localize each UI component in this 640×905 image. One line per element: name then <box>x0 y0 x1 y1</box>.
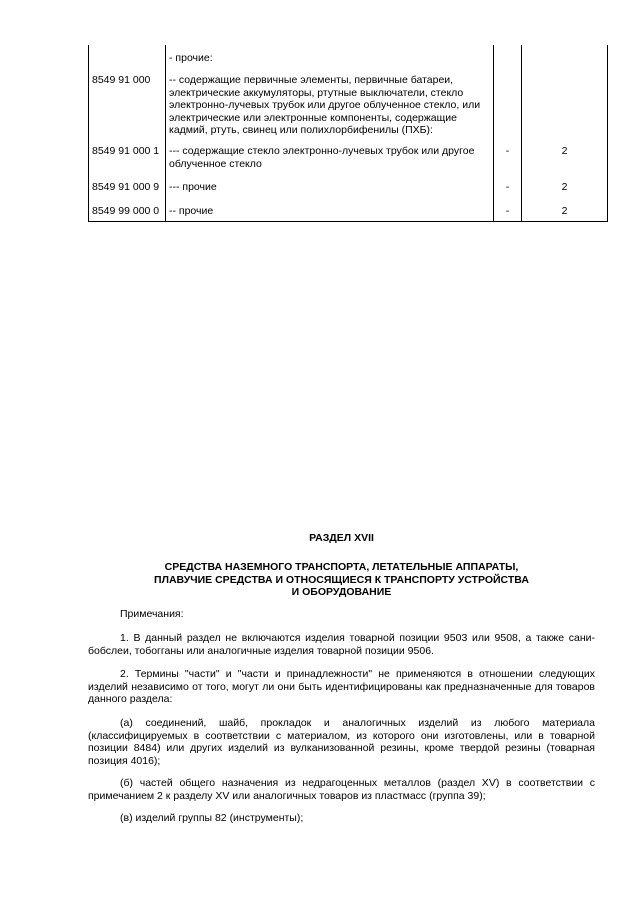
rate-cell <box>522 71 608 140</box>
note-item-a: (а) соединений, шайб, прокладок и аналогичных изделий из любого материала (классифицируемых в соответствии с материалом, из которого они изготовлены, или в товарной позиции 8484) или других изделий из вулканизованной резины, кроме твердой резины (товарная позиция 4016); <box>88 717 595 767</box>
tariff-table <box>88 45 608 222</box>
unit-cell <box>494 71 522 140</box>
note-1: 1. В данный раздел не включаются изделия товарной позиции 9503 или 9508, а также сани-бобслеи, тобогганы или аналогичные изделия товарной позиции 9506. <box>88 632 595 657</box>
code-cell: 8549 91 000 <box>92 74 151 86</box>
code-cell: 8549 91 000 1 <box>92 145 160 157</box>
section-subtitle-line: ПЛАВУЧИЕ СРЕДСТВА И ОТНОСЯЩИЕСЯ К ТРАНСПОРТУ УСТРОЙСТВА <box>154 573 529 586</box>
rate-cell: 2 <box>522 197 608 222</box>
code-cell: 8549 91 000 9 <box>92 181 160 193</box>
unit-cell: - <box>494 173 522 197</box>
unit-cell: - <box>494 197 522 222</box>
description-cell: --- содержащие стекло электронно-лучевых трубок или другое облученное стекло <box>166 140 494 173</box>
note-2: 2. Термины "части" и "части и принадлежности" не применяются в отношении следующих изделий независимо от того, могут ли они быть идентифицированы как предназначенные для товаров данного раздела: <box>88 668 595 705</box>
table-row <box>89 45 608 71</box>
table-row <box>89 197 608 222</box>
table-row <box>89 71 608 140</box>
code-cell: 8549 99 000 0 <box>92 205 160 217</box>
description-cell: -- содержащие первичные элементы, первичные батареи, электрические аккумуляторы, ртутные выключатели, стекло электронно-лучевых трубок или другое облученное стекло, или электрические или электронные компоненты, содержащие кадмий, ртуть, свинец или полихлорбифенилы (ПХБ): <box>166 71 494 140</box>
notes-heading: Примечания: <box>120 608 184 620</box>
note-item-c: (в) изделий группы 82 (инструменты); <box>120 812 304 824</box>
description-cell: -- прочие <box>166 197 494 222</box>
table-row <box>89 173 608 197</box>
description-cell: - прочие: <box>166 45 494 71</box>
section-subtitle-line: СРЕДСТВА НАЗЕМНОГО ТРАНСПОРТА, ЛЕТАТЕЛЬНЫЕ АППАРАТЫ, <box>164 561 519 573</box>
section-subtitle <box>88 561 595 599</box>
rate-cell: 2 <box>522 173 608 197</box>
note-item-b: (б) частей общего назначения из недрагоценных металлов (раздел XV) в соответствии с примечанием 2 к разделу XV или аналогичных товаров из пластмасс (группа 39); <box>88 777 595 802</box>
code-cell <box>89 45 166 71</box>
rate-cell: 2 <box>522 140 608 173</box>
section-title: РАЗДЕЛ XVII <box>309 532 374 544</box>
description-cell: --- прочие <box>166 173 494 197</box>
unit-cell <box>494 45 522 71</box>
rate-cell <box>522 45 608 71</box>
section-subtitle-line: И ОБОРУДОВАНИЕ <box>291 586 392 598</box>
table-row <box>89 140 608 173</box>
unit-cell: - <box>494 140 522 173</box>
